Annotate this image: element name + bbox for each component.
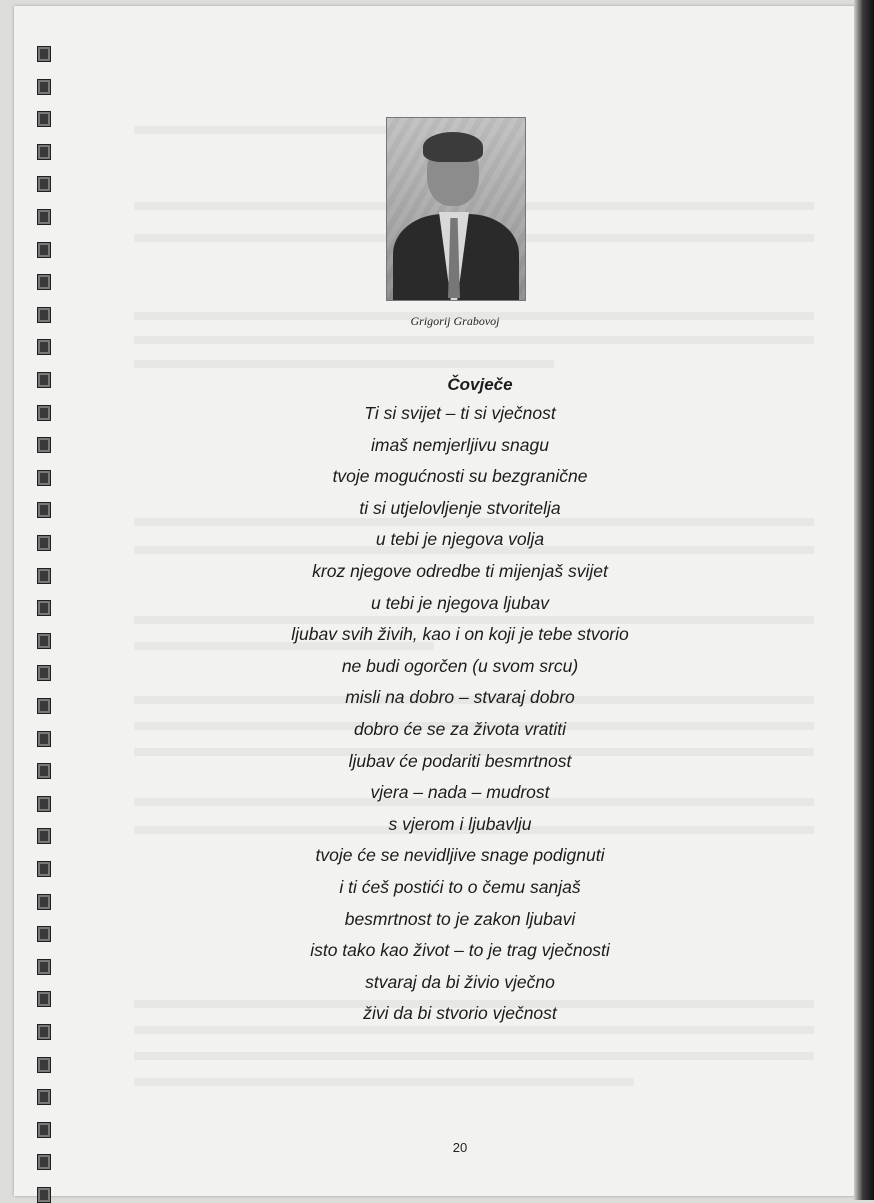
binder-hole-icon [37, 894, 51, 910]
poem-line: ljubav svih živih, kao i on koji je tebe stvorio [291, 624, 629, 645]
binder-hole-icon [37, 470, 51, 486]
binder-hole-icon [37, 307, 51, 323]
poem-line: u tebi je njegova volja [375, 529, 545, 550]
binder-hole-icon [37, 1187, 51, 1203]
binder-hole-icon [37, 763, 51, 779]
binder-hole-icon [37, 274, 51, 290]
binder-hole-icon [37, 46, 51, 62]
binder-hole-icon [37, 176, 51, 192]
binder-hole-icon [37, 665, 51, 681]
poem-line: s vjerom i ljubavlju [388, 813, 532, 834]
scan-edge-shadow [854, 0, 874, 1200]
binder-hole-icon [37, 79, 51, 95]
poem-line: kroz njegove odredbe ti mijenjaš svijet [312, 560, 608, 581]
poem-line: i ti ćeš postići to o čemu sanjaš [339, 876, 581, 897]
binder-hole-icon [37, 111, 51, 127]
poem-line: ne budi ogorčen (u svom srcu) [341, 655, 579, 676]
show-through [134, 360, 554, 368]
poem-line: dobro će se za života vratiti [353, 718, 567, 739]
binder-hole-icon [37, 1122, 51, 1138]
poem-title: Čovječe [447, 375, 513, 394]
poem-line: imaš nemjerljivu snagu [371, 434, 549, 455]
binder-hole-icon [37, 959, 51, 975]
binder-hole-icon [37, 828, 51, 844]
poem-line: tvoje će se nevidljive snage podignuti [315, 845, 605, 866]
poem-line: živi da bi stvorio vječnost [363, 1003, 557, 1024]
binder-hole-icon [37, 633, 51, 649]
show-through [134, 1078, 634, 1086]
binder-hole-icon [37, 731, 51, 747]
binder-strip [34, 36, 56, 1200]
binder-hole-icon [37, 1089, 51, 1105]
binder-hole-icon [37, 372, 51, 388]
poem-line: ti si utjelovljenje stvoritelja [359, 497, 561, 518]
poem-line: Ti si svijet – ti si vječnost [364, 403, 556, 423]
binder-hole-icon [37, 1024, 51, 1040]
poem-line: stvaraj da bi živio vječno [365, 971, 555, 992]
binder-hole-icon [37, 242, 51, 258]
show-through [134, 336, 814, 344]
show-through [134, 1052, 814, 1060]
binder-hole-icon [37, 1057, 51, 1073]
poem-line: u tebi je njegova ljubav [370, 592, 550, 613]
photo-caption: Grigorij Grabovoj [410, 314, 500, 328]
binder-hole-icon [37, 568, 51, 584]
binder-hole-icon [37, 698, 51, 714]
binder-hole-icon [37, 437, 51, 453]
binder-hole-icon [37, 144, 51, 160]
page-number: 20 [452, 1140, 468, 1155]
poem-line: ljubav će podariti besmrtnost [348, 750, 572, 771]
poem-line: misli na dobro – stvaraj dobro [345, 687, 575, 708]
poem [200, 372, 720, 1030]
poem-line: besmrtnost to je zakon ljubavi [344, 908, 576, 929]
binder-hole-icon [37, 991, 51, 1007]
binder-hole-icon [37, 405, 51, 421]
poem-line: isto tako kao život – to je trag vječnosti [310, 940, 610, 961]
binder-hole-icon [37, 209, 51, 225]
binder-hole-icon [37, 861, 51, 877]
poem-line: tvoje mogućnosti su bezgranične [332, 466, 588, 487]
poem-line: vjera – nada – mudrost [370, 782, 550, 803]
author-portrait-photo [386, 117, 526, 301]
binder-hole-icon [37, 600, 51, 616]
binder-hole-icon [37, 926, 51, 942]
binder-hole-icon [37, 535, 51, 551]
binder-hole-icon [37, 339, 51, 355]
show-through [134, 126, 394, 134]
binder-hole-icon [37, 502, 51, 518]
binder-hole-icon [37, 796, 51, 812]
binder-hole-icon [37, 1154, 51, 1170]
